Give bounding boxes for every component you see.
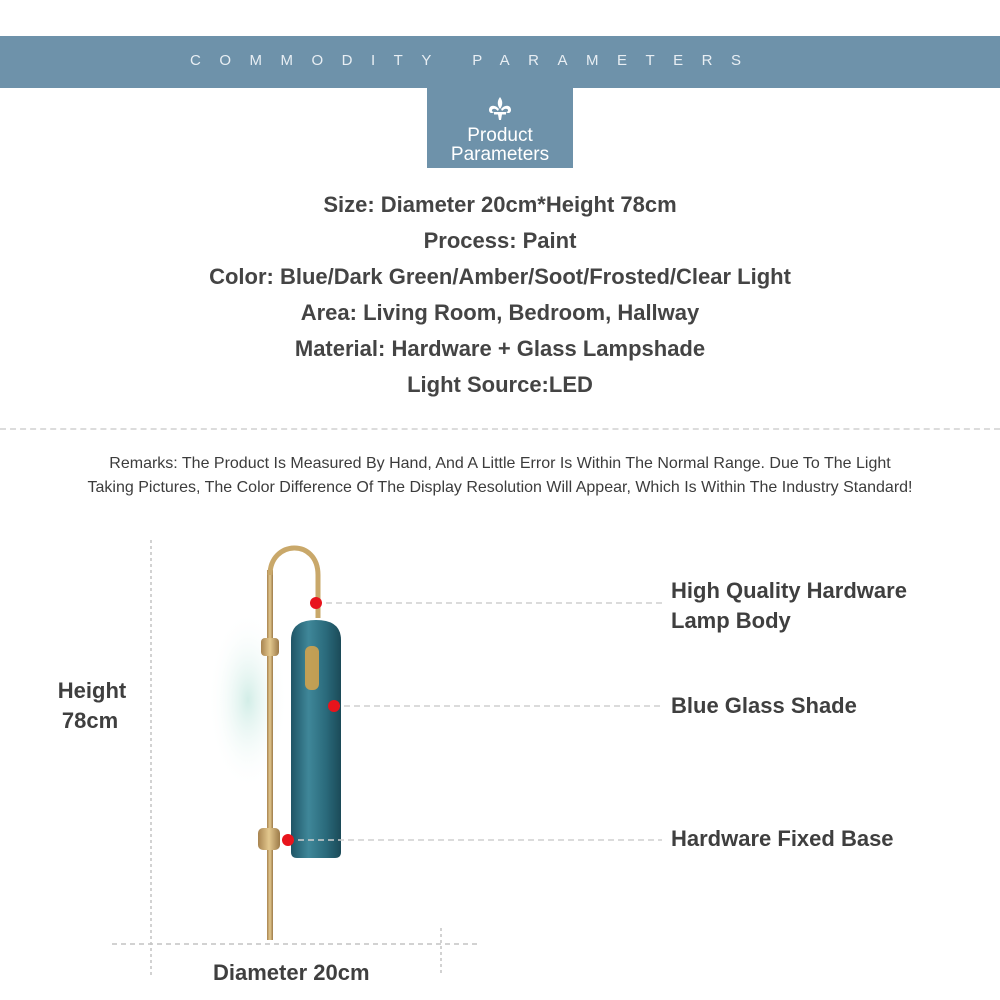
- bulb: [305, 646, 319, 690]
- spec-size: Size: Diameter 20cm*Height 78cm: [323, 192, 677, 217]
- spec-area: Area: Living Room, Bedroom, Hallway: [300, 300, 700, 325]
- spec-light-source: Light Source:LED: [407, 372, 593, 397]
- marker-body: [310, 597, 322, 609]
- height-label-value: 78cm: [61, 708, 119, 733]
- remark-line-2: Taking Pictures, The Color Difference Of The Display Resolution Will Appear, Which Is Within The Industry Standard!: [87, 479, 913, 496]
- tab-label-parameters: Parameters: [450, 144, 550, 165]
- marker-shade: [328, 700, 340, 712]
- spec-material: Material: Hardware + Glass Lampshade: [294, 336, 706, 361]
- callout-glass-shade: Blue Glass Shade: [671, 693, 857, 718]
- marker-base: [282, 834, 294, 846]
- height-label-word: Height: [57, 678, 127, 703]
- lamp-fixed-base: [258, 828, 280, 850]
- callout-hardware-body-line1: High Quality Hardware: [671, 578, 907, 603]
- wall-glow: [208, 610, 288, 790]
- callout-hardware-body-line2: Lamp Body: [671, 608, 791, 633]
- lamp-rod: [267, 570, 273, 940]
- upper-joint: [261, 638, 279, 656]
- spec-color: Color: Blue/Dark Green/Amber/Soot/Frosted/Clear Light: [209, 264, 791, 289]
- spec-process: Process: Paint: [423, 228, 577, 253]
- tab-label-product: Product: [467, 125, 533, 146]
- diameter-label: Diameter 20cm: [213, 960, 370, 985]
- banner-title: COMMODITY PARAMETERS: [190, 52, 760, 69]
- lamp-hook-arm: [270, 548, 318, 618]
- callout-fixed-base: Hardware Fixed Base: [671, 826, 894, 851]
- remark-line-1: Remarks: The Product Is Measured By Hand, And A Little Error Is Within The Normal Range. Due To The Light: [109, 455, 891, 472]
